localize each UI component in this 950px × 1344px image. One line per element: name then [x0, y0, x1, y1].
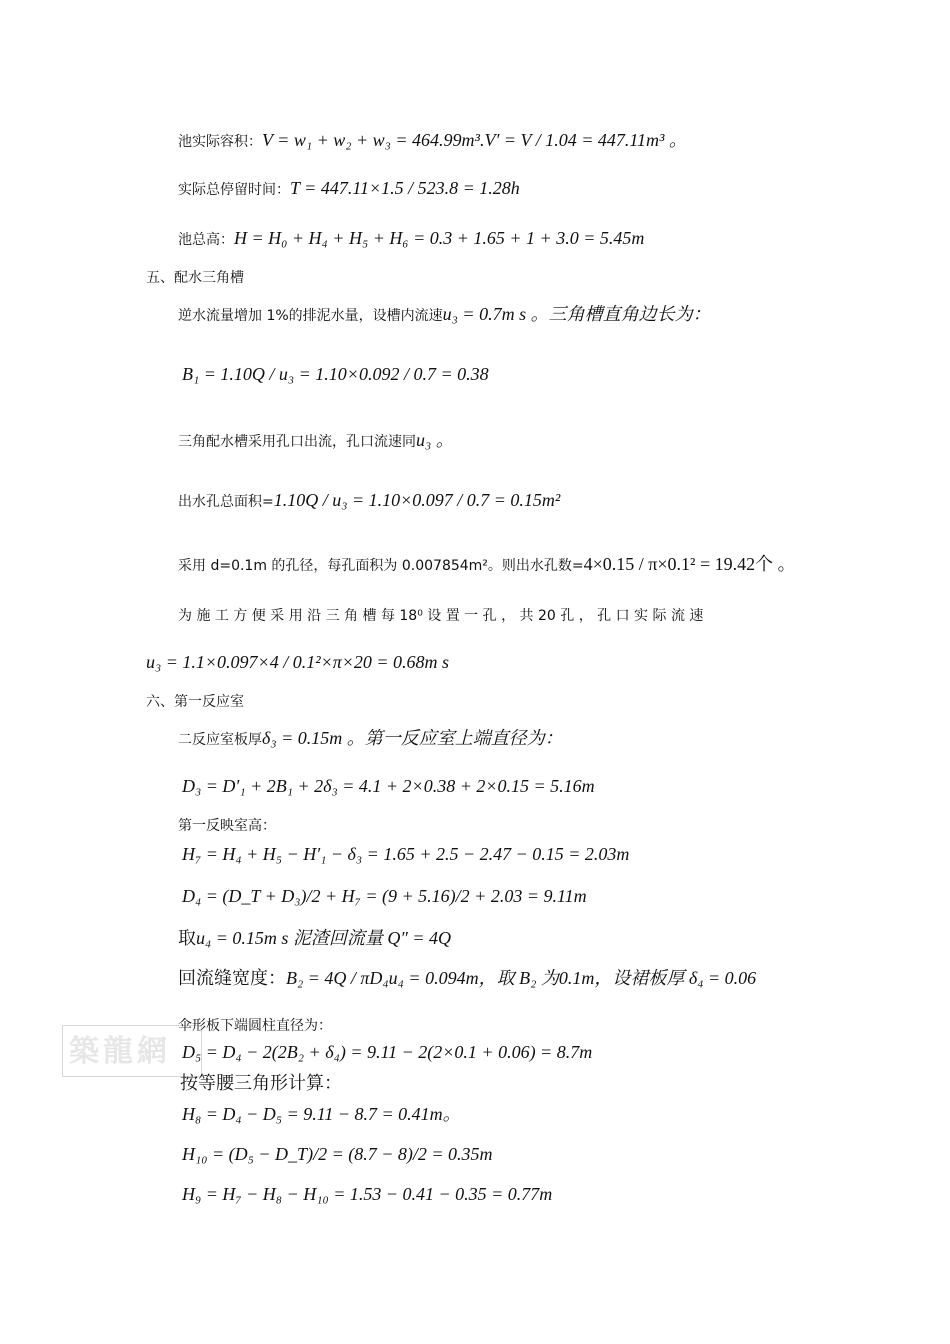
- label: 池总高：: [178, 232, 234, 248]
- line-construction-note: 为 施 工 方 便 采 用 沿 三 角 槽 每 18⁰ 设 置 一 孔 ， 共 20 孔 ， 孔 口 实 际 流 速: [178, 608, 704, 624]
- formula: u₃ = 1.1×0.097×4 / 0.1²×π×20 = 0.68m s: [146, 652, 450, 672]
- formula: δ₃ = 0.15m 。第一反应室上端直径为：: [262, 728, 563, 748]
- formula: B₂ = 4Q / πD₄u₄ = 0.094m，取 B₂ 为0.1m，设裙板厚 δ₄ = 0.06: [286, 968, 757, 988]
- formula: B₁ = 1.10Q / u₃ = 1.10×0.092 / 0.7 = 0.38: [182, 364, 489, 384]
- formula: H₈ = D₄ − D₅ = 9.11 − 8.7 = 0.41m。: [182, 1104, 461, 1124]
- line-orifice-count: [178, 552, 796, 578]
- watermark-logo: 築龍網: [62, 1025, 202, 1077]
- formula: H = H₀ + H₄ + H₅ + H₆ = 0.3 + 1.65 + 1 + 3.0 = 5.45m: [234, 228, 645, 248]
- label: 池实际容积：: [178, 134, 262, 150]
- label: 采用 d=0.1m 的孔径，每孔面积为 0.007854m²。则出水孔数=: [178, 558, 584, 574]
- formula: D₃ = D′₁ + 2B₁ + 2δ₃ = 4.1 + 2×0.38 + 2×0.15 = 5.16m: [182, 776, 595, 796]
- formula: V = w₁ + w₂ + w₃ = 464.99m³.V′ = V / 1.04 = 447.11m³ 。: [262, 130, 687, 150]
- label: 出水孔总面积=: [178, 494, 274, 510]
- label: 实际总停留时间：: [178, 182, 290, 198]
- formula: 1.10Q / u₃ = 1.10×0.097 / 0.7 = 0.15m²: [273, 490, 561, 510]
- line-reaction-height-label: 第一反映室高：: [178, 818, 276, 834]
- label: 回流缝宽度：: [178, 968, 286, 989]
- line-b1: [182, 362, 489, 387]
- label: 三角配水槽采用孔口出流，孔口流速同: [178, 434, 416, 450]
- label: 二反应室板厚: [178, 732, 262, 748]
- formula: u₃ 。: [416, 430, 454, 450]
- line-h8: [182, 1102, 461, 1127]
- line-h10: [182, 1142, 493, 1167]
- formula: H₁₀ = (D₅ − D_T)/2 = (8.7 − 8)/2 = 0.35m: [182, 1144, 493, 1164]
- formula: T = 447.11×1.5 / 523.8 = 1.28h: [290, 178, 520, 198]
- line-actual-velocity: [146, 650, 449, 675]
- formula: 4×0.15 / π×0.1² = 19.42个 。: [583, 554, 796, 574]
- line-plate-thickness: [178, 726, 563, 752]
- section-heading-5: 五、配水三角槽: [146, 270, 244, 286]
- label: 取: [178, 928, 196, 949]
- label: 逆水流量增加 1%的排泥水量，设槽内流速: [178, 308, 443, 324]
- line-retention-time: [178, 176, 520, 202]
- formula: u₃ = 0.7m s 。三角槽直角边长为：: [442, 304, 711, 324]
- line-d3: [182, 774, 595, 799]
- line-flow-velocity: [178, 302, 711, 328]
- section-heading-6: 六、第一反应室: [146, 694, 244, 710]
- formula: H₇ = H₄ + H₅ − H′₁ − δ₃ = 1.65 + 2.5 − 2.47 − 0.15 = 2.03m: [182, 844, 630, 864]
- line-gap-width: [178, 966, 756, 991]
- line-orifice-outflow: [178, 428, 454, 454]
- line-d5: [182, 1040, 592, 1065]
- formula: H₉ = H₇ − H₈ − H₁₀ = 1.53 − 0.41 − 0.35 = 0.77m: [182, 1184, 553, 1204]
- formula: u₄ = 0.15m s 泥渣回流量 Q″ = 4Q: [196, 928, 452, 948]
- formula: D₅ = D₄ − 2(2B₂ + δ₄) = 9.11 − 2(2×0.1 + 0.06) = 8.7m: [182, 1042, 593, 1062]
- line-h7: [182, 842, 629, 867]
- line-return-flow: [178, 926, 451, 951]
- line-total-height: [178, 226, 644, 252]
- line-cylinder-diameter-label: 伞形板下端圆柱直径为：: [178, 1018, 332, 1034]
- line-orifice-area: [178, 488, 560, 514]
- line-h9: [182, 1182, 552, 1207]
- formula: D₄ = (D_T + D₃)/2 + H₇ = (9 + 5.16)/2 + 2.03 = 9.11m: [182, 886, 587, 906]
- line-d4: [182, 884, 587, 909]
- line-actual-volume: [178, 128, 687, 154]
- line-isosceles-label: 按等腰三角形计算：: [180, 1073, 342, 1094]
